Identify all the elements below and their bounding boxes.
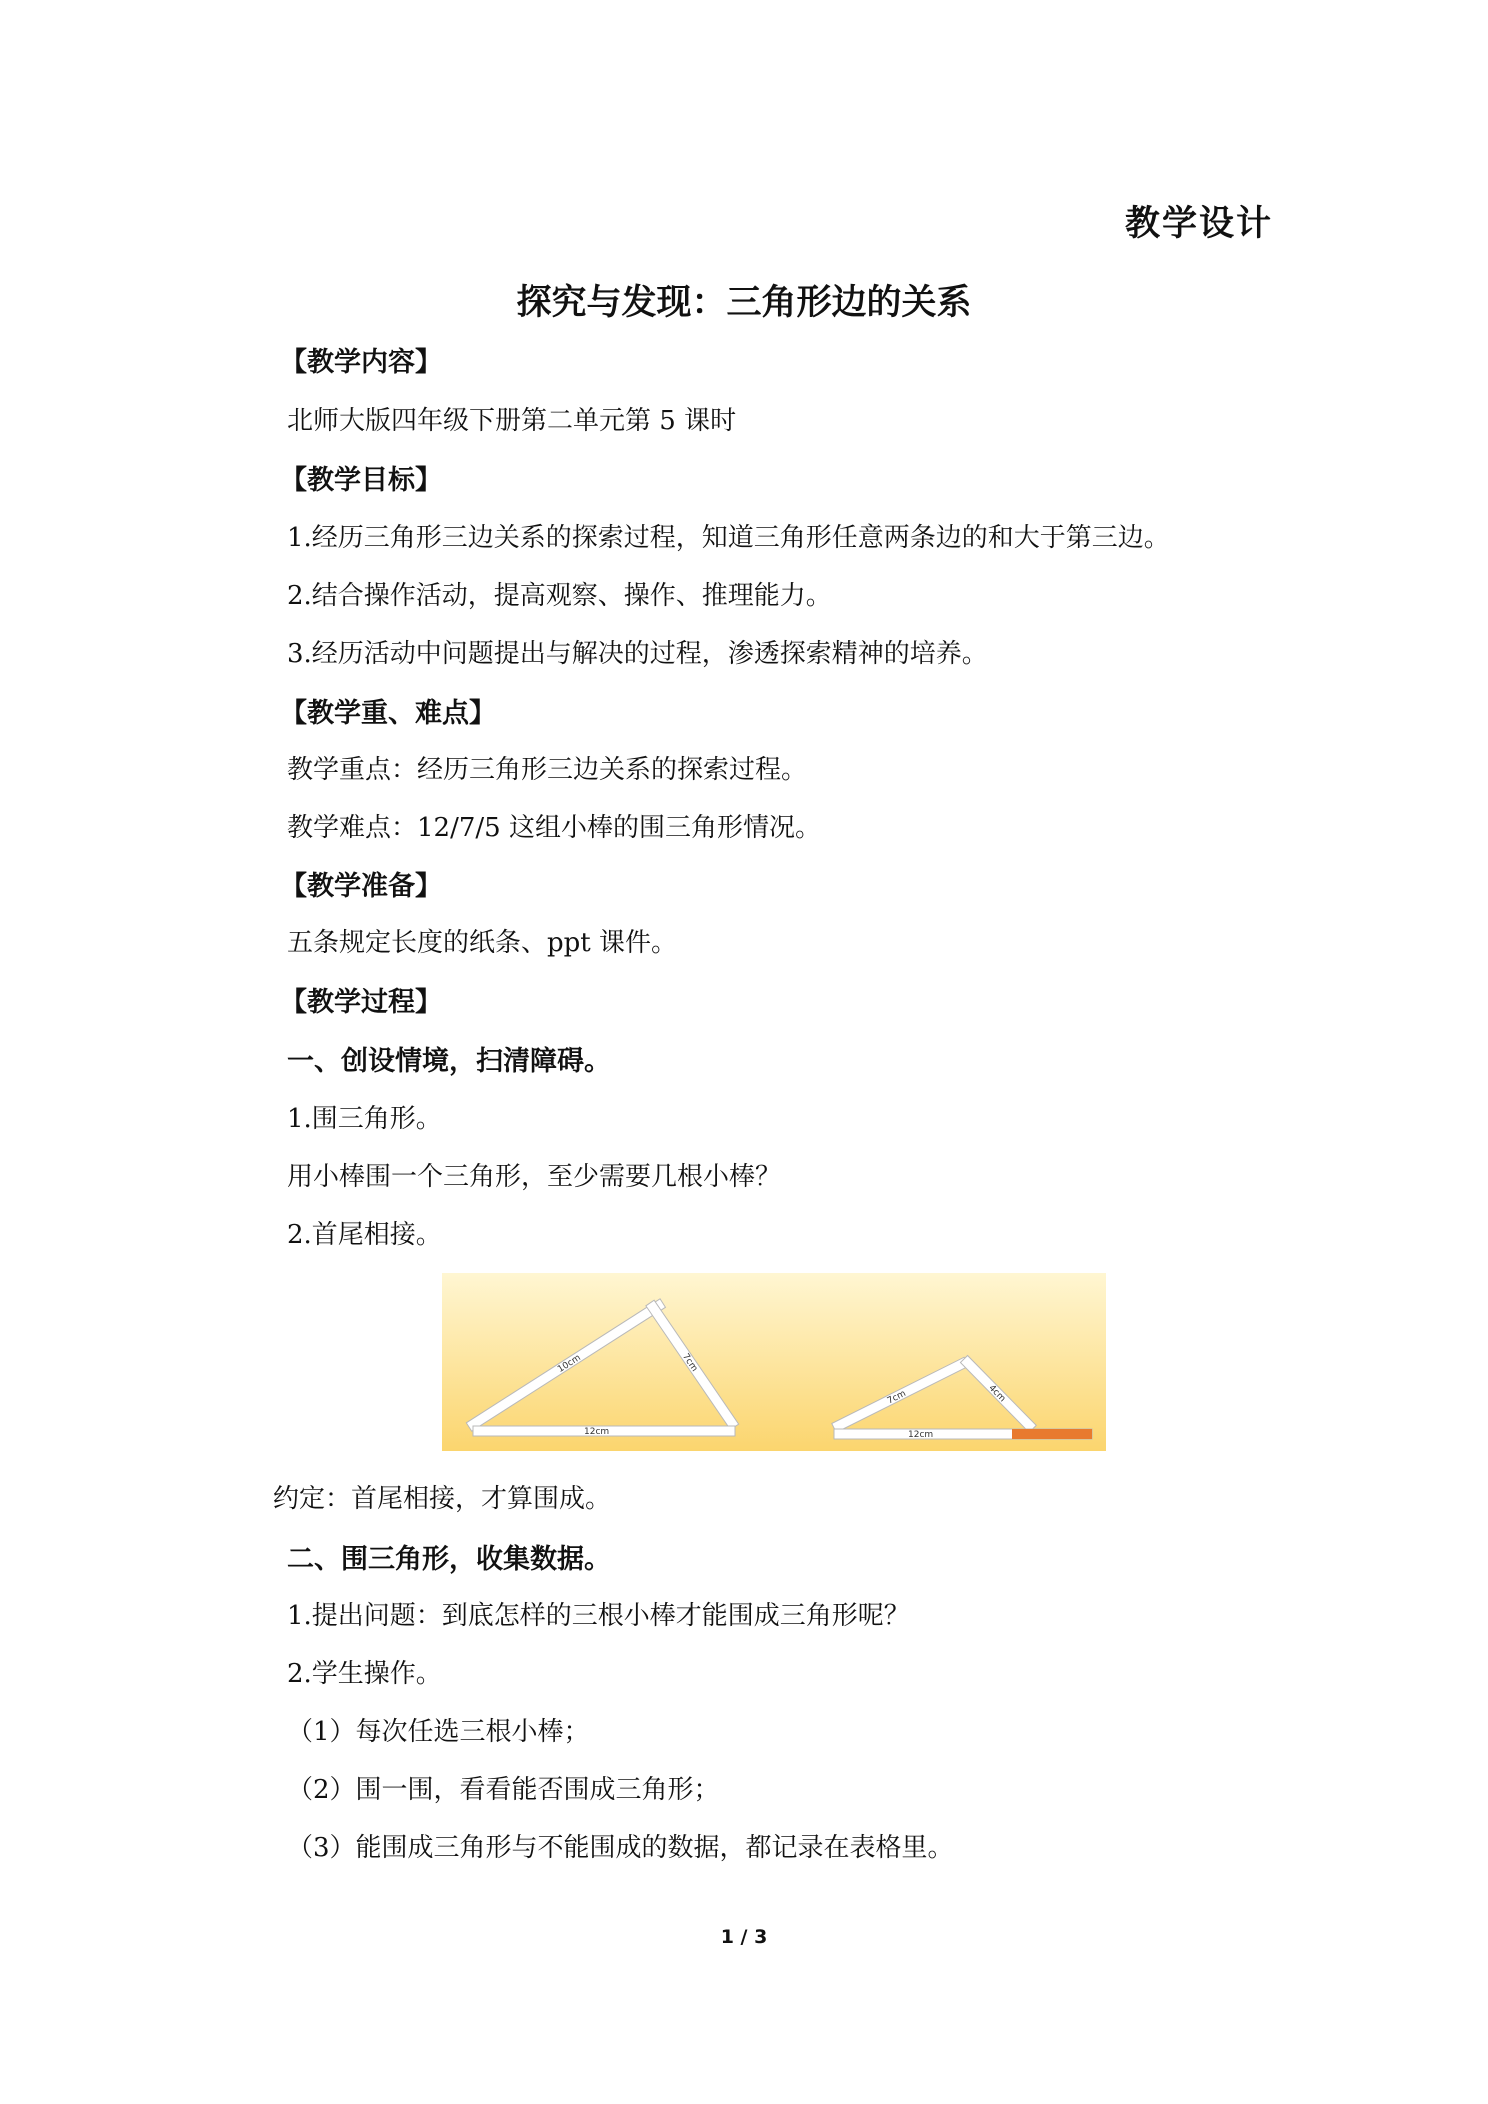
stick-12cm-left <box>473 1426 735 1437</box>
goal-item-1: 1.经历三角形三边关系的探索过程，知道三角形任意两条边的和大于第三边。 <box>287 523 1170 553</box>
teaching-content-text: 北师大版四年级下册第二单元第 5 课时 <box>287 406 737 436</box>
part1-heading: 一、创设情境，扫清障碍。 <box>287 1046 611 1077</box>
page-title: 探究与发现：三角形边的关系 <box>516 283 972 323</box>
excess-length-bar <box>1012 1429 1092 1439</box>
heading-key-points: 【教学重、难点】 <box>280 698 496 729</box>
stick-12cm-right <box>834 1429 1092 1440</box>
key-point-item-1: 教学重点：经历三角形三边关系的探索过程。 <box>287 755 808 785</box>
part2-item-5: （3）能围成三角形与不能围成的数据，都记录在表格里。 <box>287 1833 954 1863</box>
heading-teaching-goals: 【教学目标】 <box>280 465 442 496</box>
goal-item-2: 2.结合操作活动，提高观察、操作、推理能力。 <box>287 581 832 611</box>
label-12cm-left: 12cm <box>584 1427 610 1437</box>
page-number: 1 / 3 <box>720 1926 768 1948</box>
triangle-sticks-figure <box>442 1273 1106 1451</box>
part2-item-4: （2）围一围，看看能否围成三角形； <box>287 1775 720 1805</box>
goal-item-3: 3.经历活动中问题提出与解决的过程，渗透探索精神的培养。 <box>287 639 988 669</box>
agreement-text: 约定：首尾相接，才算围成。 <box>273 1484 612 1514</box>
label-7cm: 7cm <box>679 1351 700 1374</box>
figure-background <box>442 1273 1106 1451</box>
part2-item-1: 1.提出问题：到底怎样的三根小棒才能围成三角形呢？ <box>287 1601 910 1631</box>
label-12cm-right: 12cm <box>908 1430 934 1440</box>
label-4cm: 4cm <box>986 1383 1008 1405</box>
label-10cm: 10cm <box>556 1352 583 1375</box>
label-7cm-small: 7cm <box>885 1388 908 1407</box>
part1-item-2: 用小棒围一个三角形，至少需要几根小棒？ <box>287 1162 782 1192</box>
part2-item-3: （1）每次任选三根小棒； <box>287 1717 590 1747</box>
key-point-item-2: 教学难点：12/7/5 这组小棒的围三角形情况。 <box>287 813 821 843</box>
part2-item-2: 2.学生操作。 <box>287 1659 442 1689</box>
document-type-header: 教学设计 <box>1124 204 1273 244</box>
heading-preparation: 【教学准备】 <box>280 871 442 902</box>
preparation-text: 五条规定长度的纸条、ppt 课件。 <box>287 928 678 958</box>
part1-item-3: 2.首尾相接。 <box>287 1220 442 1250</box>
part2-heading: 二、围三角形，收集数据。 <box>287 1544 611 1575</box>
part1-item-1: 1.围三角形。 <box>287 1104 442 1134</box>
heading-teaching-process: 【教学过程】 <box>280 987 442 1018</box>
heading-teaching-content: 【教学内容】 <box>280 347 442 378</box>
triangle-sticks-illustration <box>442 1273 1106 1451</box>
